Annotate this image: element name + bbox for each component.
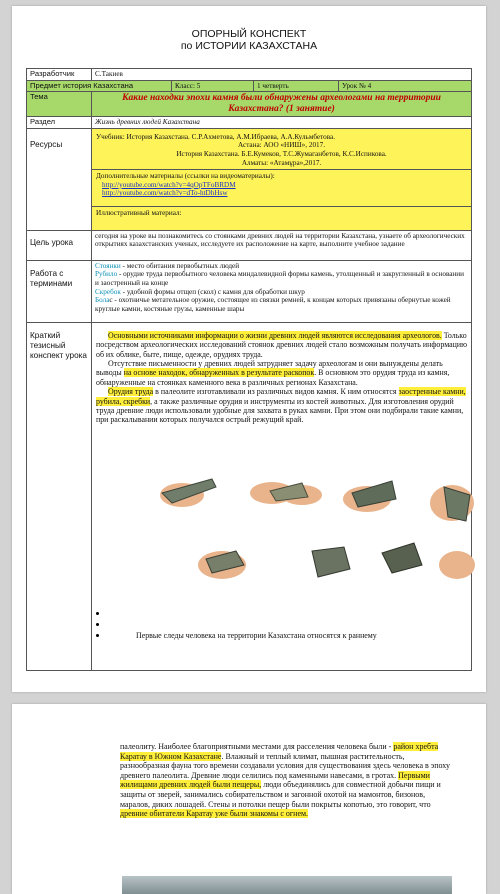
page2-p2-highlight-2: древние обитатели Каратау уже были знакомы с огнем. <box>120 809 309 819</box>
stone-tools-illustration <box>152 473 482 593</box>
term-3 <box>95 288 468 297</box>
textbook-2: История Казахстана. Б.Е.Кумеков, Т.С.Жумаганбетов, К.С.Испикова. <box>176 149 387 158</box>
summary-p3-text-end: , а также различные орудия и инструменты из костей животных. Для изготовления орудий труда древние люди использовали удобные для захвата в руках камни. При этом они подбирали такие камни, при раскалывании которых получался острый режущий край. <box>96 396 464 425</box>
lesson-number: Урок № 4 <box>339 80 472 92</box>
section-label: Раздел <box>27 117 92 129</box>
summary-paragraph-2 <box>96 359 467 387</box>
term-2 <box>95 270 468 287</box>
topic-value: Какие находки эпохи камня были обнаружены археологами на территории Казахстана? (1 занятие) <box>92 92 472 117</box>
resources-label: Ресурсы <box>27 128 92 230</box>
summary-last-line: Первые следы человека на территории Казахстана относятся к раннему <box>136 630 377 640</box>
term-4 <box>95 296 468 313</box>
summary-p2-text: Отсутствие письменности у древних людей затрудняет задачу археологам и они вынуждены делать выводы <box>96 359 443 378</box>
summary-p3-highlight: Орудия труда <box>108 387 154 397</box>
summary-label: Краткий тезисный конспект урока <box>27 322 92 670</box>
doc-title-line1: ОПОРНЫЙ КОНСПЕКТ <box>191 28 307 40</box>
term-1 <box>95 262 468 271</box>
term-4-word: Бола <box>95 296 110 305</box>
bullet-icon <box>96 623 99 626</box>
term-2-word: Рубило <box>95 270 118 279</box>
extra-materials-label: Дополнительные материалы (ссылки на видеоматериалы): <box>96 172 275 181</box>
summary-p3-text: в палеолите изготавливали из различных видов камня. К ним относятся <box>153 387 399 397</box>
hand-tool-4 <box>430 485 474 521</box>
page2-p2-text: люди объединялись для совместной добычи пищи и защиты от зверей, занимались собирательством и загонной охотой на мамонтов, бизонов, маралов, диких лошадей. Стены и потолки пещер были покрыты копотью, это говорит, что <box>120 780 441 809</box>
document-page-2 <box>12 704 486 894</box>
term-1-def: - место обитания первобытных людей <box>120 261 240 270</box>
summary-paragraph-1 <box>96 331 467 359</box>
document-page-1 <box>12 6 486 692</box>
developer-value: С.Такиев <box>92 69 472 81</box>
goal-label: Цель урока <box>27 230 92 260</box>
quarter-cell: 1 четверть <box>254 80 339 92</box>
video-link-1[interactable]: http://youtube.com/watch?v=4qOpTFoBRDM <box>102 180 236 189</box>
textbooks-block <box>92 129 471 170</box>
summary-p1-text: Только посредством археологических исследований стоянок древних людей стало возможным получать информацию об их облике, быте, пище, одежде, орудиях труда. <box>96 330 467 359</box>
class-cell: Класс: 5 <box>172 80 254 92</box>
cave-photo <box>122 876 452 894</box>
term-3-word: Скребок <box>95 287 121 296</box>
page2-p1: палеолиту. Наиболее благоприятными местами для расселения человека были - <box>120 742 394 751</box>
term-1-word: Стоянки <box>95 261 121 270</box>
summary-p3-highlight-2: заостренные камни, рубила, скребки <box>96 387 466 406</box>
hand-tool-3 <box>343 481 396 512</box>
section-value: Жизнь древних людей Казахстана <box>92 117 472 129</box>
hand-tool-2 <box>250 482 322 505</box>
topic-label: Тема <box>27 92 92 117</box>
page2-p2-highlight: Первыми жилищами древних людей были пещеры, <box>120 770 430 790</box>
video-link-2[interactable]: http://youtube.com/watch?v=dTo-htDhHsw <box>102 189 228 198</box>
terms-cell <box>92 260 472 322</box>
stones-row <box>198 543 475 579</box>
summary-p2-text-end: . В основном это орудия труда из камня, обнаруженные на стоянках каменного века в различных регионах Казахстана. <box>96 368 450 387</box>
lesson-table <box>26 68 472 671</box>
term-3-def: - удобной формы отщеп (скол) с камня для обработки шкур <box>120 287 305 296</box>
term-4-def: с - охотничье метательное оружие, состоящее из связки ремней, к концам которых привязаны обернутые кожей круглые камни, костяные грузы, каменные шары <box>95 296 451 313</box>
bullet-icon <box>96 634 99 637</box>
summary-paragraph-3 <box>96 387 467 425</box>
textbook-1: Учебник: История Казахстана. С.Р.Ахметова, А.М.Ибраева, А.А.Кульмбетова. <box>96 132 336 141</box>
bullet-list <box>96 609 377 642</box>
extra-materials <box>92 170 471 207</box>
doc-title-line2: по ИСТОРИИ КАЗАХСТАНА <box>180 40 318 52</box>
bullet-icon <box>96 612 99 615</box>
term-2-def: - орудие труда первобытного человека миндалевидной формы камень, утолщенный и закругленный в основании и заостренный на конце <box>95 270 464 287</box>
resources-cell <box>92 128 472 230</box>
developer-label: Разработчик <box>27 69 92 81</box>
summary-p1-highlight: Основными источниками информации о жизни древних людей являются исследования археологов. <box>108 330 442 340</box>
subject-label: Предмет история Казахстана <box>27 80 172 92</box>
page2-p1-text: . Влажный и теплый климат, пышная растительность, разнообразная фауна того времени создавали условия для существования здесь человека в эпоху древнего палеолита. Древние люди селились под каменными навесами, в гротах. <box>120 751 450 780</box>
page2-p1-highlight: район хребта Каратау в Южном Казахстане <box>120 742 439 761</box>
terms-label: Работа с терминами <box>27 260 92 322</box>
textbook-1-publisher: Астана: АОО «НИШ», 2017. <box>238 141 326 150</box>
page2-text <box>120 742 450 819</box>
textbook-2-publisher: Алматы: «Атамұра»,2017. <box>241 158 322 167</box>
summary-cell <box>92 322 472 670</box>
hand-tool-1 <box>160 479 216 507</box>
illustrative-label: Иллюстративный материал: <box>96 209 182 218</box>
goal-value: сегодня на уроке вы познакомитесь со стоянками древних людей на территории Казахстана, узнаете об археологических открытиях казахстанских ученых, исследуете их расположение на карте, выполните учебное задание <box>92 230 472 260</box>
summary-p2-highlight: на основе находок, обнаруженных в результате раскопок <box>123 368 315 378</box>
